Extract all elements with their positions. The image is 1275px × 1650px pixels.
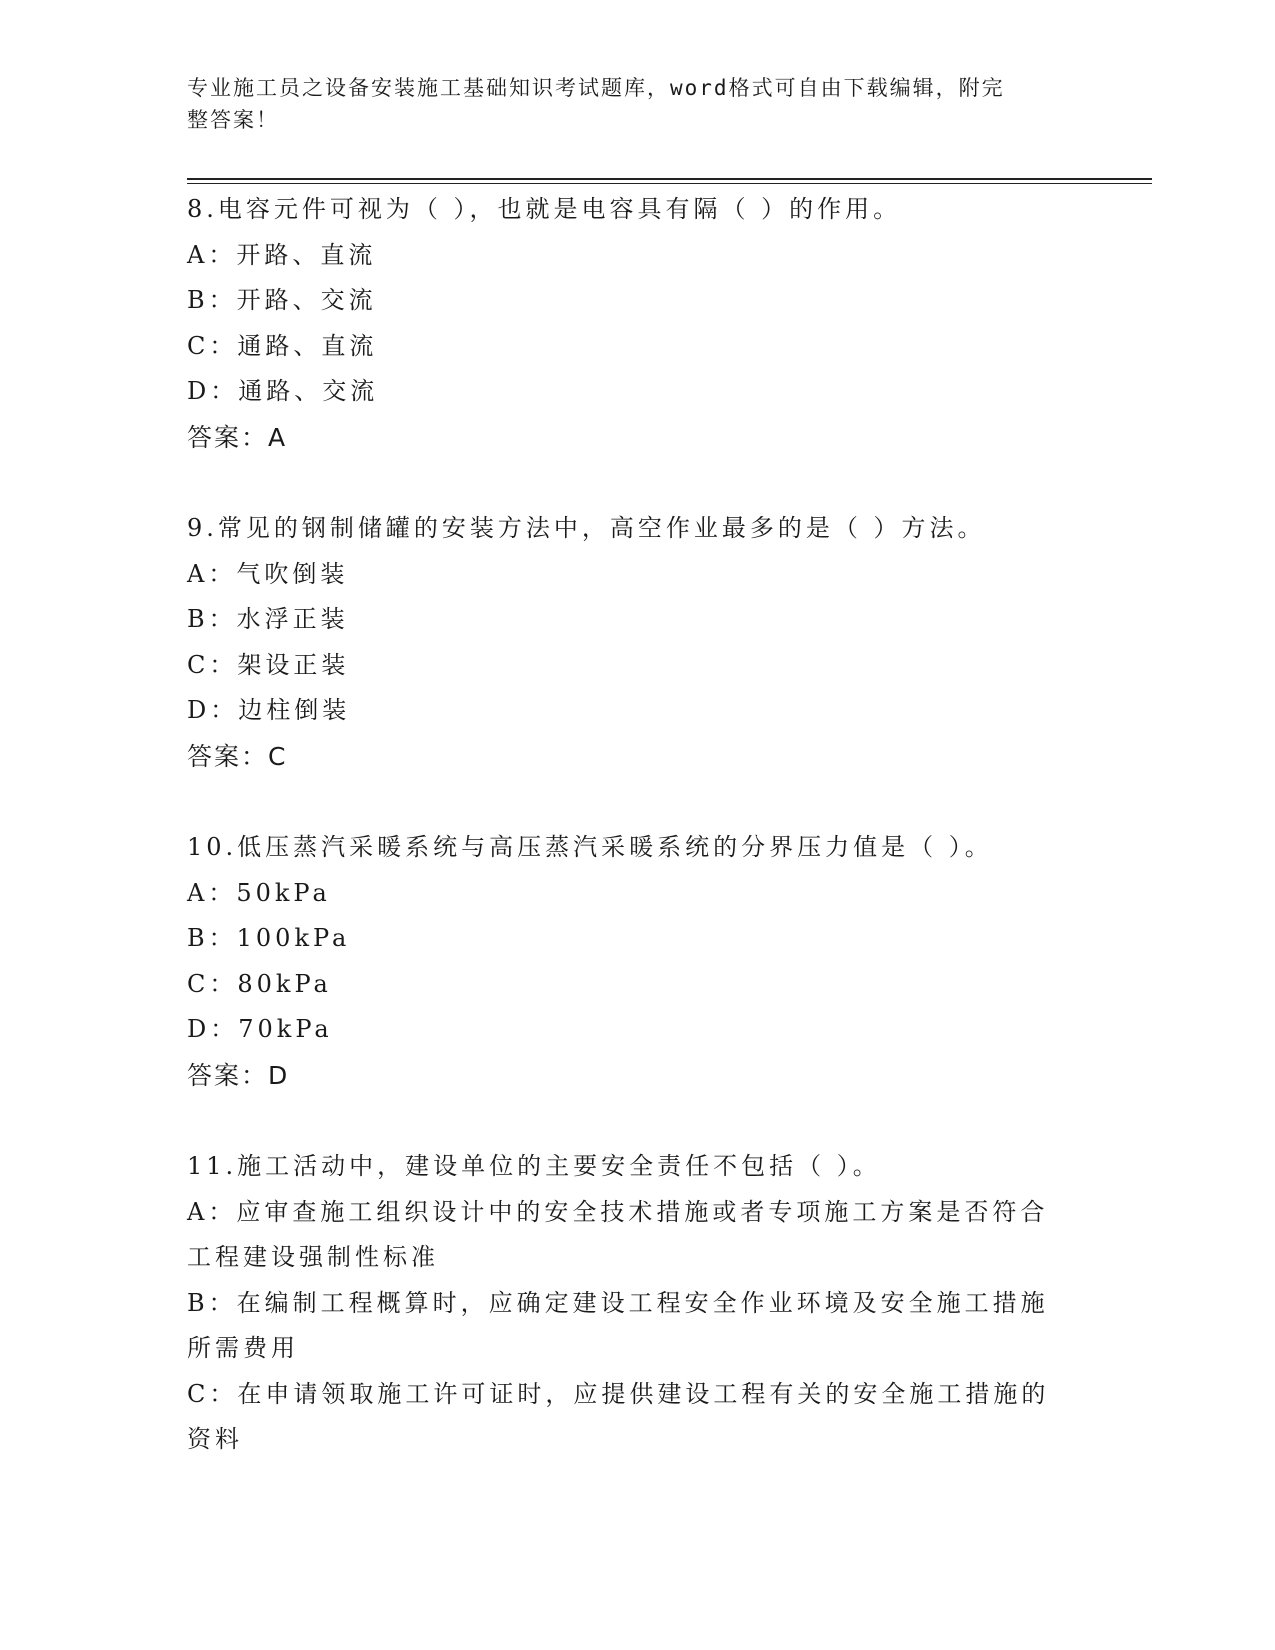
answer: 答案：C bbox=[187, 741, 288, 771]
question-9 bbox=[187, 506, 1087, 779]
option-c: C：架设正装 bbox=[187, 650, 350, 679]
option-a: A：应审查施工组织设计中的安全技术措施或者专项施工方案是否符合工程建设强制性标准 bbox=[187, 1197, 1049, 1271]
question-stem: 8.电容元件可视为（ ），也就是电容具有隔（ ）的作用。 bbox=[187, 195, 902, 223]
header-divider-thin bbox=[187, 183, 1152, 184]
option-b: B：水浮正装 bbox=[187, 605, 349, 633]
option-a: A：开路、直流 bbox=[187, 240, 377, 269]
document-header bbox=[187, 72, 1067, 136]
answer: 答案：A bbox=[187, 422, 288, 452]
header-divider-thick bbox=[187, 178, 1152, 180]
option-a: A：50kPa bbox=[187, 878, 331, 907]
option-b: B：开路、交流 bbox=[187, 286, 377, 314]
option-c: C：在申请领取施工许可证时，应提供建设工程有关的安全施工措施的资料 bbox=[187, 1379, 1050, 1453]
option-d: D：70kPa bbox=[187, 1015, 333, 1043]
question-11 bbox=[187, 1144, 1087, 1463]
option-c: C：80kPa bbox=[187, 969, 332, 998]
question-stem: 11.施工活动中，建设单位的主要安全责任不包括（ ）。 bbox=[187, 1152, 881, 1180]
answer: 答案：D bbox=[187, 1060, 290, 1090]
option-d: D：边柱倒装 bbox=[187, 696, 351, 724]
option-b: B：在编制工程概算时，应确定建设工程安全作业环境及安全施工措施所需费用 bbox=[187, 1288, 1049, 1362]
header-line-1: 专业施工员之设备安装施工基础知识考试题库，word格式可自由下载编辑，附完 bbox=[187, 76, 1005, 100]
option-a: A：气吹倒装 bbox=[187, 559, 349, 588]
header-line-2: 整答案！ bbox=[187, 108, 279, 132]
option-b: B：100kPa bbox=[187, 924, 351, 952]
question-list bbox=[187, 187, 1087, 1509]
question-8 bbox=[187, 187, 1087, 460]
option-d: D：通路、交流 bbox=[187, 377, 379, 405]
question-stem: 10.低压蒸汽采暖系统与高压蒸汽采暖系统的分界压力值是（ ）。 bbox=[187, 833, 993, 861]
question-10 bbox=[187, 825, 1087, 1098]
question-stem: 9.常见的钢制储罐的安装方法中，高空作业最多的是（ ）方法。 bbox=[187, 514, 986, 542]
option-c: C：通路、直流 bbox=[187, 331, 378, 360]
